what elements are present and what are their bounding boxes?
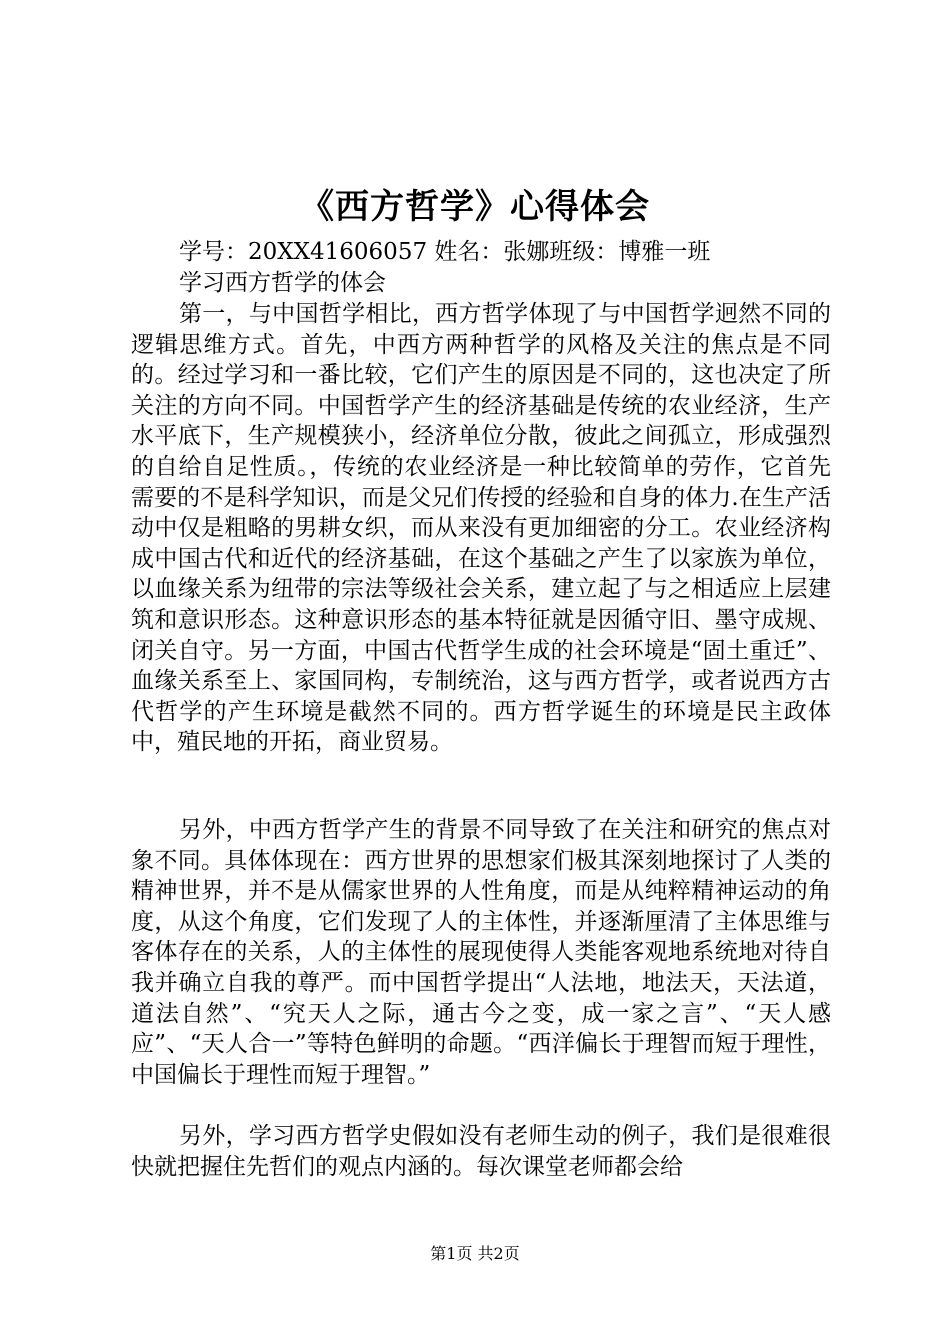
student-info: 学号：20XX41606057 姓名：张娜班级：博雅一班 — [179, 239, 711, 265]
page-footer: 第1页 共2页 — [430, 1244, 520, 1263]
document-subtitle: 学习西方哲学的体会 — [179, 270, 386, 296]
page-title: 《西方哲学》心得体会 — [300, 187, 650, 227]
paragraph-2: 另外，中西方哲学产生的背景不同导致了在关注和研究的焦点对象不同。具体体现在：西方世界的思想家们极其深刻地探讨了人类的精神世界，并不是从儒家世界的人性角度，而是从纯粹精神运动的角度，从这个角度，它们发现了人的主体性，并逐渐厘清了主体思维与客体存在的关系，人的主体性的展现使得人类能客观地系统地对待自我并确立自我的尊严。而中国哲学提出“人法地，地法天，天法道，道法自然”、“究天人之际，通古今之变，成一家之言”、“天人感应”、“天人合一”等特色鲜明的命题。“西洋偏长于理智而短于理性，中国偏长于理性而短于理智。” — [131, 817, 831, 1088]
paragraph-3: 另外，学习西方哲学史假如没有老师生动的例子，我们是很难很快就把握住先哲们的观点内涵的。每次课堂老师都会给 — [131, 1123, 831, 1180]
paragraph-1: 第一，与中国哲学相比，西方哲学体现了与中国哲学迥然不同的逻辑思维方式。首先，中西方两种哲学的风格及关注的焦点是不同的。经过学习和一番比较，它们产生的原因是不同的，这也决定了所关注的方向不同。中国哲学产生的经济基础是传统的农业经济，生产水平底下，生产规模狭小，经济单位分散，彼此之间孤立，形成强烈的自给自足性质。，传统的农业经济是一种比较简单的劳作，它首先需要的不是科学知识，而是父兄们传授的经验和自身的体力.在生产活动中仅是粗略的男耕女织，而从来没有更加细密的分工。农业经济构成中国古代和近代的经济基础，在这个基础之产生了以家族为单位，以血缘关系为纽带的宗法等级社会关系，建立起了与之相适应上层建筑和意识形态。这种意识形态的基本特征就是因循守旧、墨守成规、闭关自守。另一方面，中国古代哲学生成的社会环境是“固土重迁”、血缘关系至上、家国同构，专制统治，这与西方哲学，或者说西方古代哲学的产生环境是截然不同的。西方哲学诞生的环境是民主政体中，殖民地的开拓，商业贸易。 — [131, 301, 831, 756]
